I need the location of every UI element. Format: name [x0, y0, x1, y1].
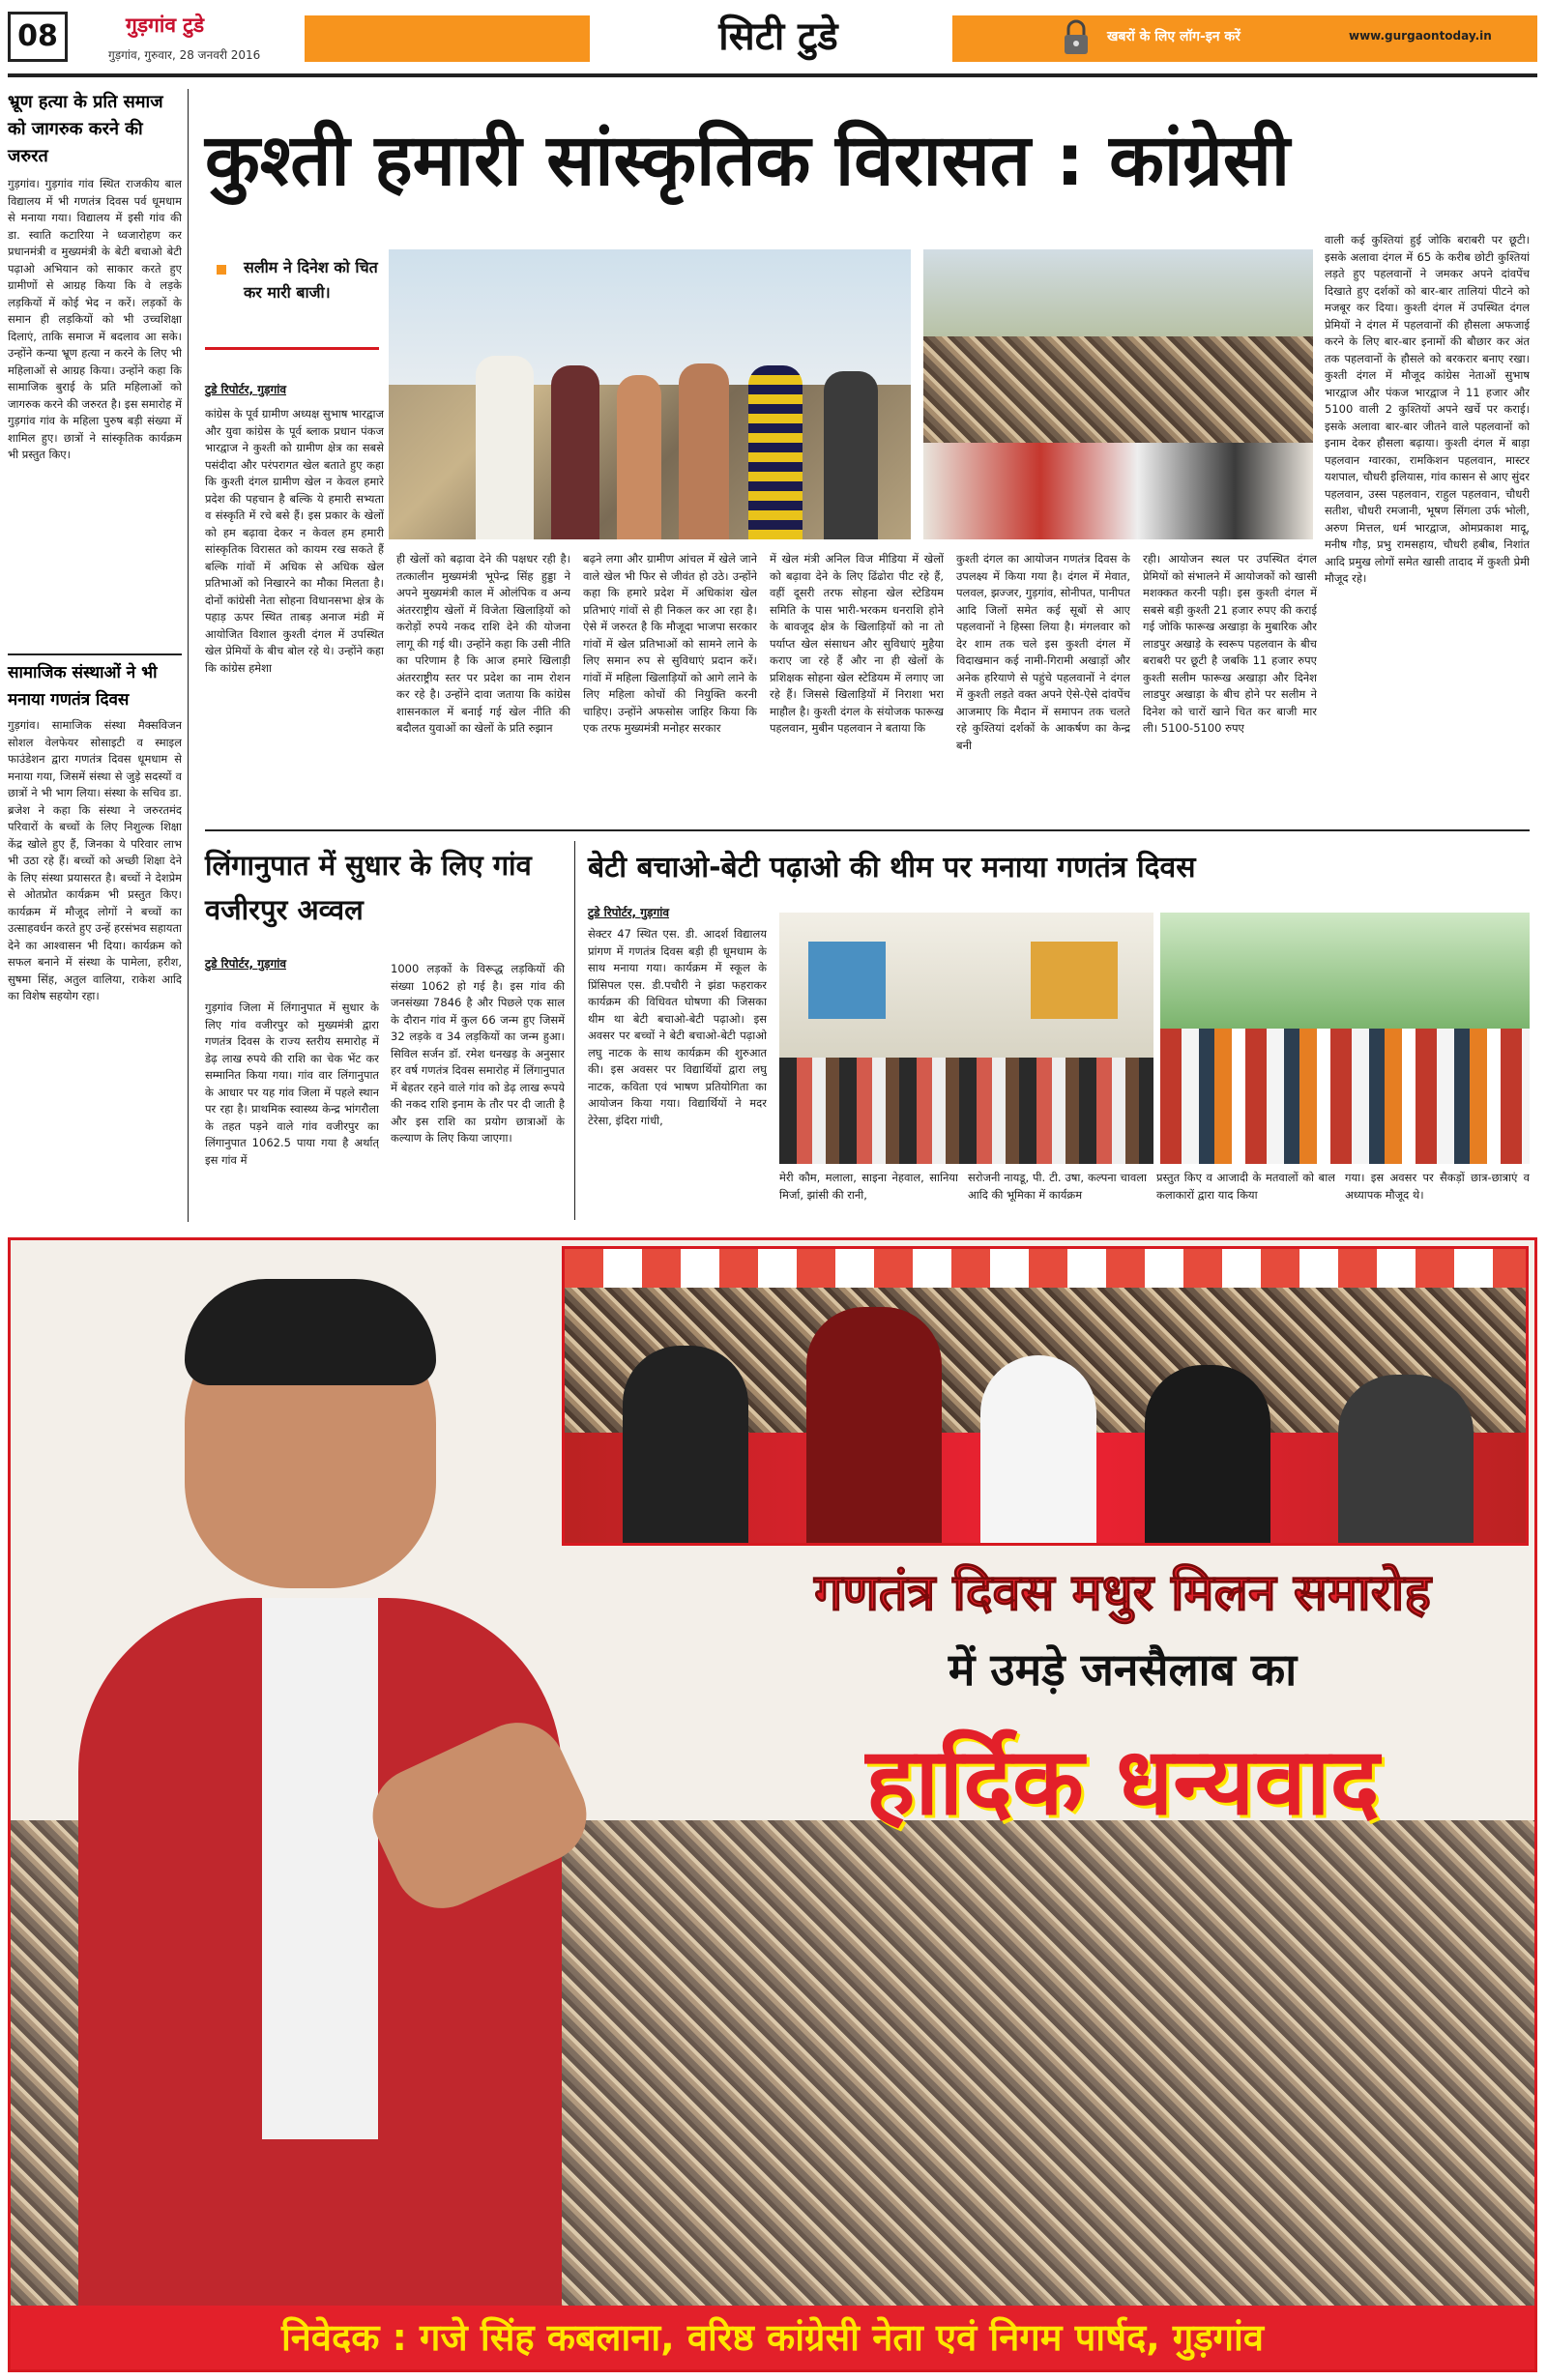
school-photo-2	[1160, 913, 1530, 1164]
story2-title: सामाजिक संस्थाओं ने भी मनाया गणतंत्र दिवस	[8, 653, 182, 713]
dateline: गुड़गांव, गुरुवार, 28 जनवरी 2016	[108, 48, 261, 62]
left-column	[8, 89, 182, 1222]
lead-bottom-rule	[205, 829, 1530, 831]
sex-ratio-byline: टुडे रिपोर्टर, गुड़गांव	[205, 957, 286, 971]
sex-ratio-divider	[574, 841, 575, 1220]
lead-byline: टुडे रिपोर्टर, गुड़गांव	[205, 383, 286, 396]
lead-col-2: ही खेलों को बढ़ावा देने की पक्षधर रही है। तत्कालीन मुख्यमंत्री भूपेन्द्र सिंह हुड्डा ने अपने मुख्यमंत्री काल में ओलंपिक व अन्य अंतरराष्ट्रीय खेलों में विजेता खिलाड़ियों को करोड़ों रुपये नकद राशि देने की योजना लागू की गई थी। उन्होंने कहा कि उसी नीति का परिणाम है कि आज हमारे खिलाड़ी अंतरराष्ट्रीय स्तर पर प्रदेश का नाम रोशन कर रहे है। उन्होंने दावा जताया कि कांग्रेस शासनकाल में बनाई गई खेल नीति की बदौलत युवाओं का खेलों के प्रति रुझान	[396, 552, 570, 735]
beti-col-5: गया। इस अवसर पर सैकड़ों छात्र-छात्राएं व अध्यापक मौजूद थे।	[1345, 1171, 1530, 1202]
lead-col-6: रही। आयोजन स्थल पर उपस्थित दंगल प्रेमियों को संभालने में आयोजकों को खासी मशक्कत करनी पड़ी। इस कुश्ती दंगल में सबसे बड़ी कुश्ती 21 हजार रुपए की कराई गई जोकि फारूख अखाड़ा के मुबारिक और लाडपुर अखाड़े के स्वरूप पहलवान के बीच बराबरी पर छूटी है जबकि 11 हजार रुपए कुश्ती सलीम फारूख अखाड़ा और दिनेश लाडपुर अखाड़ा के बीच होने पर सलीम ने दिनेश को चारों खाने चित कर बाजी मार ली। 5100-5100 रुपए	[1143, 552, 1317, 735]
sex-ratio-col-2: 1000 लड़कों के विरूद्ध लड़कियों की संख्या 1062 हो गई है। इस गांव की जनसंख्या 7846 है और पिछले एक साल के दौरान गांव में कुल 66 जन्म हुए जिसमें 32 लड़के व 34 लड़कियों का जन्म हुआ। सिविल सर्जन डॉ. रमेश धनखड़ के अनुसार हर वर्ष गणतंत्र दिवस समारोह में लिंगानुपात में बेहतर रहने वाले गांव को डेढ़ लाख रूपये की नकद राशि इनाम के तौर पर दी जाती है और इस राशि का प्रयोग छात्राओं के कल्याण के लिए किया जाएगा।	[391, 962, 565, 1145]
lead-headline: कुश्ती हमारी सांस्कृतिक विरासत : कांग्रेसी	[205, 119, 1291, 202]
audience-photo	[923, 249, 1313, 539]
page-number-box	[8, 12, 68, 62]
story2-body: गुड़गांव। सामाजिक संस्था मैक्सविजन सोशल वेलफेयर सोसाइटी व स्माइल फाउंडेशन द्वारा गणतंत्र दिवस धूमधाम से मनाया गया, जिसमें संस्था से जुड़े सदस्यों व छात्रों ने भी भाग लिया। संस्था के सचिव डा. ब्रजेश ने कहा कि संस्था ने जरुरतमंद परिवारों के बच्चों के लिए निशुल्क शिक्षा केंद्र खोले हुए हैं, जिनका ये परिवार लाभ भी उठा रहे हैं। बच्चों को अच्छी शिक्षा देने के लिए संस्था प्रयासरत है। बच्चों ने देशप्रेम से ओतप्रोत कार्यक्रम भी प्रस्तुत किए। कार्यक्रम में मौजूद लोगों ने बच्चों का उत्साहवर्धन करते हुए उन्हें हरसंभव सहायता देने का आश्वासन भी दिया। कार्यक्रम को सफल बनाने में संस्था के पामेला, हरीश, सुषमा सिंह, अतुल वालिया, राकेश आदि का विशेष सहयोग रहा।	[8, 718, 182, 1002]
thanks-advertisement	[8, 1237, 1537, 2372]
ad-stage-photo	[562, 1246, 1529, 1546]
masthead-bar-left	[305, 15, 590, 62]
page-number: 08	[17, 19, 58, 53]
masthead	[0, 0, 1547, 75]
ad-footer-text: निवेदक : गजे सिंह कबलाना, वरिष्ठ कांग्रेसी नेता एवं निगम पार्षद, गुड़गांव	[280, 2316, 1265, 2359]
login-text: खबरों के लिए लॉग-इन करें	[1107, 29, 1241, 44]
left-column-divider	[188, 89, 189, 1222]
pullquote-text: सलीम ने दिनेश को चित कर मारी बाजी।	[244, 258, 378, 302]
beti-col-3: सरोजनी नायडू, पी. टी. उषा, कल्पना चावला आदि की भूमिका में कार्यक्रम	[968, 1171, 1147, 1202]
lead-col-7: वाली कई कुश्तियां हुई जोकि बराबरी पर छूटी। इसके अलावा दंगल में 65 के करीब छोटी कुश्तियां लड़ते हुए पहलवानों ने जमकर अपने दांवपेंच दिखाते हुए दर्शकों को बार-बार तालियां पीटने को मजबूर कर दिया। कुश्ती दंगल में उपस्थित दंगल प्रेमियों ने दंगल में पहलवानों की हौसला अफजाई करने के लिए बार-बार इनामों की बौछार कर अंत तक पहलवानों के हौसले को बरकरार बनाए रखा। कुश्ती दंगल में मौजूद कांग्रेस नेताओं सुभाष भारद्वाज और पंकज भारद्वाज ने 11 हजार और 5100 वाली 2 कुश्तियों अपने खर्चे पर कराई। इसके अलावा बार-बार जीतने वाले पहलवानों को इनाम देकर हौसला बढ़ाया। कुश्ती दंगल में बाड़ा पहलवान ग्वारका, रामकिशन पहलवान, मास्टर यशपाल, चौधरी इलियास, गांव कासन से आए सुंदर पहलवान, उस्स पहलवान, राहुल पहलवान, चौधरी सतीश, चौधरी रमजानी, भूषण सिंगला उर्फ भोली, अरुण मित्तल, धर्म भारद्वाज, ओमप्रकाश मादू, मनीष गौड़, प्रभु रामसहाय, चौधरी हबीब, निशांत आदि प्रमुख लोगों समेत खासी तादाद में कुश्ती प्रेमी मौजूद रहे।	[1325, 233, 1530, 585]
sex-ratio-headline: लिंगानुपात में सुधार के लिए गांव वजीरपुर अव्वल	[205, 849, 532, 926]
lead-col-3: बढ़ने लगा और ग्रामीण आंचल में खेले जाने वाले खेल भी फिर से जीवंत हो उठे। उन्होंने कहा कि हमारे प्रदेश में अधिकांश खेल प्रतिभाएं गांवों से ही निकल कर आ रहा है। ऐसे में जरुरत है कि मौजूदा भाजपा सरकार गांवों में खेल प्रतिभाओं को सामने लाने के लिए समान रुप से सुविधाएं प्रदान करें। गांवों में महिला खिलाड़ियों को आगे लाने के लिए महिला कोचों की नियुक्ति करनी चाहिए। उन्होंने अफसोस जाहिर किया कि एक तरफ मुख्यमंत्री मनोहर सरकार	[583, 552, 757, 735]
wrestling-photo	[389, 249, 911, 539]
beti-byline: टुडे रिपोर्टर, गुड़गांव	[588, 906, 669, 919]
beti-col-4: प्रस्तुत किए व आजादी के मतवालों को बाल कलाकारों द्वारा याद किया	[1156, 1171, 1335, 1202]
ad-line-1: गणतंत्र दिवस मधुर मिलन समारोह	[814, 1564, 1431, 1622]
masthead-rule	[8, 73, 1537, 77]
paper-name: गुड़गांव टुडे	[126, 14, 205, 37]
beti-col-2: मेरी कौम, मलाला, साइना नेहवाल, सानिया मिर्जा, झांसी की रानी,	[779, 1171, 958, 1202]
lead-col-5: कुश्ती दंगल का आयोजन गणतंत्र दिवस के उपलक्ष्य में किया गया है। दंगल में मेवात, पलवल, झज्जर, गुड़गांव, सोनीपत, पानीपत आदि जिलों समेत कई सूबों से आए पहलवानों ने हिस्सा लिया है। मंगलवार को देर शाम तक चले इस कुश्ती दंगल में विदाखमान कई नामी-गिरामी अखाड़ों और अनेक हरियाणे से पहुंचे पहलवानों ने दंगल में कुश्ती लड़ते वक्त अपने ऐसे-ऐसे दांवपेंच आजमाए कि मैदान में समापन तक चलते रहे कुश्तियां दर्शकों के आकर्षण का केन्द्र बनी	[956, 552, 1130, 752]
ad-line-2: में उमड़े जनसैलाब का	[948, 1643, 1298, 1696]
lead-col-4: में खेल मंत्री अनिल विज मीडिया में खेलों को बढ़ावा देने के लिए ढिंढोरा पीट रहे हैं, वहीं दूसरी तरफ सोहना खेल स्टेडियम समिति के पास भारी-भरकम धनराशि होने के बावजूद क्षेत्र के खिलाड़ियों को ना तो पर्याप्त खेल संसाधन और सुविधाएं मुहैया कराए जा रहे हैं और ना ही खेलों के प्रशिक्षक सोहना खेल स्टेडियम में लगाए जा रहे हैं। जिससे खिलाड़ियों में निराशा भरा माहौल है। कुश्ती दंगल के संयोजक फारूख पहलवान, मुबीन पहलवान ने बताया कि	[770, 552, 944, 735]
ad-line-3: हार्दिक धन्यवाद	[865, 1727, 1380, 1836]
lead-col-1: कांग्रेस के पूर्व ग्रामीण अध्यक्ष सुभाष भारद्वाज और युवा कांग्रेस के पूर्व ब्लाक प्रधान पंकज भारद्वाज ने कुश्ती को ग्रामीण क्षेत्र का सबसे पसंदीदा और परंपरागत खेल बताते हुए कहा कि कुश्ती दंगल ग्रामीण खेल न केवल हमारे प्रदेश की पहचान है बल्कि ये हमारी सभ्यता व संस्कृति में रचे बसे हैं। इस प्रकार के खेलों को हम बढ़ावा देकर न केवल हम हमारी सांस्कृतिक विरासत को कायम रख सकते हैं बल्कि गांवों में अधिक से अधिक खेल प्रतिभाओं को निखारने का मौका मिलता है। दोनों कांग्रेसी नेता सोहना विधानसभा क्षेत्र के पहाड़ ऊपर स्थित ताबड़ अनाज मंडी में आयोजित विशाल कुश्ती दंगल में उपस्थित खेल प्रेमियों के बीच बोल रहे थे। उन्होंने कहा कि कांग्रेस हमेशा	[205, 407, 384, 675]
beti-headline: बेटी बचाओ-बेटी पढ़ाओ की थीम पर मनाया गणतंत्र दिवस	[588, 851, 1196, 885]
sex-ratio-col-1: गुड़गांव जिला में लिंगानुपात में सुधार के लिए गांव वजीरपुर को मुख्यमंत्री द्वारा गणतंत्र दिवस के राज्य स्तरीय समारोह में डेढ़ लाख रुपये की राशि का चेक भेंट कर सम्मानित किया गया। गांव वार लिंगानुपात के आधार पर यह गांव जिला में पहले स्थान पर रहा है। प्राथमिक स्वास्थ्य केन्द्र भांगरौला के तहत पड़ने वाले गांव वजीरपुर का लिंगानुपात 1062.5 पाया गया है अर्थात् इस गांव में	[205, 1001, 379, 1167]
ad-footer-band	[11, 2306, 1534, 2369]
beti-col-1: सेक्टर 47 स्थित एस. डी. आदर्श विद्यालय प्रांगण में गणतंत्र दिवस बड़ी ही धूमधाम के साथ मनाया गया। कार्यक्रम में स्कूल के प्रिंसिपल एस. डी.पचौरी ने झंडा फहराकर कार्यक्रम की विधिवत घोषणा की जिसका थीम था बेटी बचाओ-बेटी पढ़ाओ। इस अवसर पर बच्चों ने बेटी बचाओ-बेटी पढ़ाओ लघु नाटक के साथ कार्यक्रम की शुरुआत की। इस अवसर पर विद्यार्थियों द्वारा लघु नाटक, कविता एवं भाषण प्रतियोगिता का आयोजन किया गया। विद्यार्थियों ने मदर टेरेसा, इंदिरा गांधी,	[588, 927, 767, 1127]
website-link[interactable]: www.gurgaontoday.in	[1349, 29, 1492, 43]
bullet-icon	[217, 265, 226, 275]
story1-title: भ्रूण हत्या के प्रति समाज को जागरुक करने की जरुरत	[8, 92, 163, 166]
ad-leader-portrait	[69, 1279, 610, 2333]
section-title: सिटी टुडे	[718, 15, 838, 59]
lock-icon	[1062, 19, 1091, 56]
school-photo-1	[779, 913, 1153, 1164]
story1-body: गुड़गांव। गुड़गांव गांव स्थित राजकीय बाल विद्यालय में भी गणतंत्र दिवस पर्व धूमधाम से मनाया गया। विद्यालय में इसी गांव की डा. स्वाति कटारिया ने ध्वजारोहण कर प्रधानमंत्री व मुख्यमंत्री के बेटी बचाओ बेटी पढ़ाओ अभियान को साकार करते हुए ग्रामीणों से आग्रह किया कि वे लड़के लड़कियों में कोई भेद न करें। लड़कों के समान ही लड़कियों को भी उच्चशिक्षा दिलाएं, ताकि समाज में बदलाव आ सके। उन्होंने कन्या भ्रूण हत्या न करने के लिए भी महिलाओं से आग्रह किया। उन्होंने कहा कि सामाजिक बुराई के प्रति महिलाओं को जागरुक करने की जरुरत है। इस समारोह में गुड़गांव गांव के महिला पुरुष बड़ी संख्या में शामिल हुए। छात्रों ने सांस्कृतिक कार्यक्रम भी प्रस्तुत किए।	[8, 177, 182, 461]
pullquote-box	[205, 253, 379, 350]
